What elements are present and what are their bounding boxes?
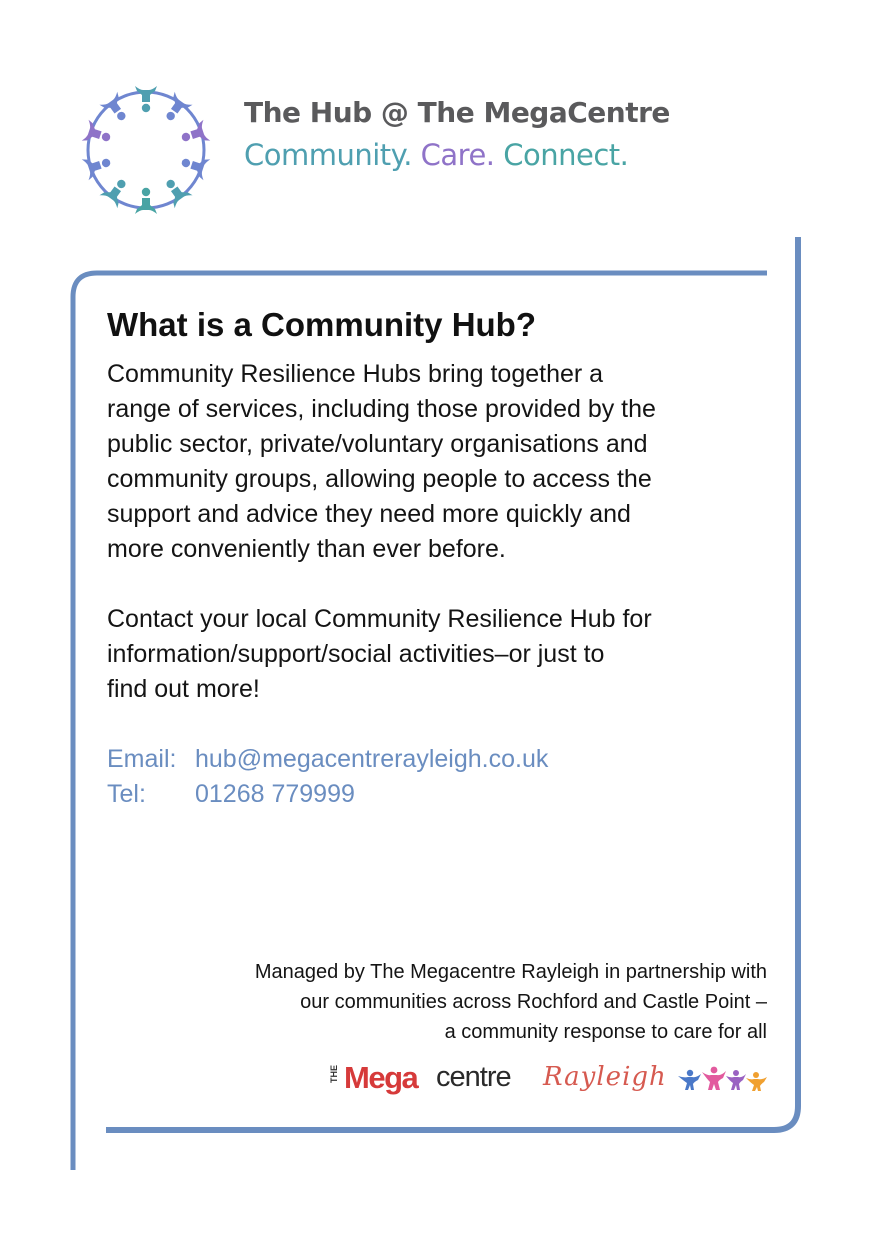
card-heading: What is a Community Hub? — [107, 306, 536, 343]
contact-line: Contact your local Community Resilience Hub for — [107, 605, 652, 633]
logo-person — [135, 86, 157, 112]
contact-line: information/support/social activities–or just to — [107, 640, 605, 668]
logo-centre: centre — [436, 1061, 511, 1093]
tagline-connect: Connect. — [503, 138, 629, 172]
intro-paragraph — [107, 357, 656, 567]
intro-line: community groups, allowing people to access the — [107, 465, 652, 493]
logo-the: THE — [329, 1065, 339, 1083]
email-link[interactable]: hub@megacentrerayleigh.co.uk — [195, 745, 549, 773]
logo-person — [179, 151, 211, 180]
intro-line: range of services, including those provided by the — [107, 395, 656, 423]
intro-line: more conveniently than ever before. — [107, 535, 506, 563]
contact-line: find out more! — [107, 675, 260, 703]
intro-line: Community Resilience Hubs bring together a — [107, 360, 604, 388]
logo-person — [135, 188, 157, 214]
logo-mega: Mega — [344, 1060, 418, 1095]
email-row — [107, 742, 548, 777]
people-figures-icon — [676, 1064, 768, 1092]
tagline-community: Community. — [244, 138, 412, 172]
managed-line: Managed by The Megacentre Rayleigh in partnership with — [254, 961, 767, 983]
tagline-care: Care. — [420, 138, 495, 172]
tel-label: Tel: — [107, 780, 146, 808]
intro-line: support and advice they need more quickly and — [107, 500, 631, 528]
people-ring-icon — [66, 66, 226, 232]
logo-rayleigh: Rayleigh — [543, 1062, 667, 1092]
brand-tagline — [244, 138, 628, 172]
logo-person — [82, 120, 114, 149]
managed-line: a community response to care for all — [444, 1021, 767, 1043]
logo-person — [82, 151, 114, 180]
brand-title: The Hub @ The MegaCentre — [244, 96, 670, 129]
tel-link[interactable]: 01268 779999 — [195, 780, 355, 808]
intro-line: public sector, private/voluntary organisations and — [107, 430, 648, 458]
email-label: Email: — [107, 745, 177, 773]
logo-person — [179, 120, 211, 149]
tel-row — [107, 777, 355, 812]
managed-by-text — [255, 957, 767, 1047]
managed-line: our communities across Rochford and Castle Point – — [300, 991, 767, 1013]
contact-paragraph — [107, 602, 652, 707]
